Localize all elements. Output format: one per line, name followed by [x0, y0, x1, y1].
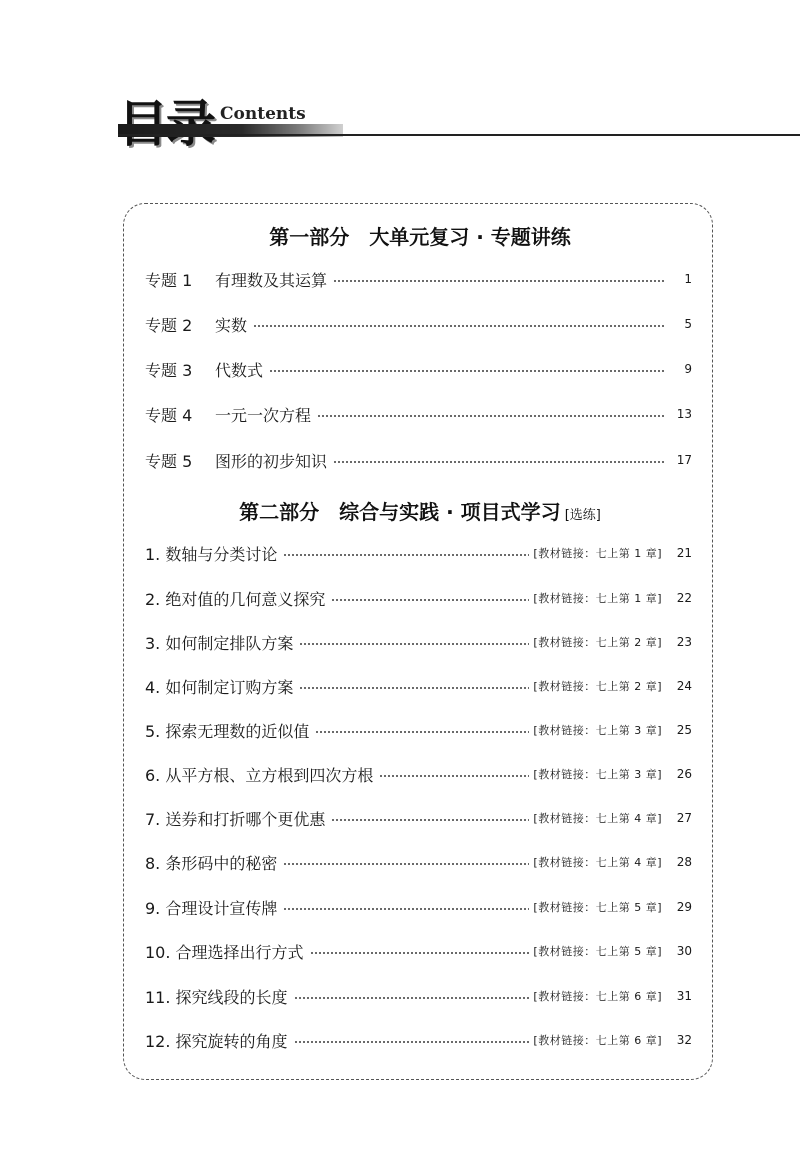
dot-leader	[310, 952, 530, 954]
textbook-link: [教材链接：七上第 2 章]	[533, 680, 662, 693]
dot-leader	[299, 687, 529, 689]
project-title: 5. 探索无理数的近似值	[145, 721, 310, 741]
toc-entry[interactable]	[145, 356, 692, 382]
project-title: 4. 如何制定订购方案	[145, 677, 294, 697]
topic-number: 专题 5	[145, 451, 193, 471]
toc-entry[interactable]	[145, 761, 692, 787]
project-title: 1. 数轴与分类讨论	[145, 544, 278, 564]
dot-leader	[283, 554, 529, 556]
dot-leader	[294, 997, 530, 999]
textbook-link: [教材链接：七上第 5 章]	[533, 901, 662, 914]
textbook-link: [教材链接：七上第 6 章]	[533, 1034, 662, 1047]
project-title: 2. 绝对值的几何意义探究	[145, 589, 326, 609]
textbook-link: [教材链接：七上第 4 章]	[533, 856, 662, 869]
page-number: 1	[684, 272, 692, 286]
dot-leader	[317, 415, 666, 417]
toc-entry[interactable]	[145, 938, 692, 964]
topic-title: 有理数及其运算	[215, 270, 328, 290]
dot-leader	[283, 908, 529, 910]
dot-leader	[333, 280, 666, 282]
toc-entry[interactable]	[145, 805, 692, 831]
dot-leader	[331, 819, 529, 821]
project-title: 11. 探究线段的长度	[145, 987, 288, 1007]
topic-number: 专题 1	[145, 270, 193, 290]
textbook-link: [教材链接：七上第 2 章]	[533, 636, 662, 649]
textbook-link: [教材链接：七上第 1 章]	[533, 592, 662, 605]
textbook-link: [教材链接：七上第 3 章]	[533, 768, 662, 781]
toc-entry[interactable]	[145, 311, 692, 337]
toc-entry[interactable]	[145, 1027, 692, 1053]
page-number: 27	[676, 811, 692, 825]
dot-leader	[283, 863, 529, 865]
topic-number: 专题 2	[145, 315, 193, 335]
part2-title	[0, 496, 800, 525]
page-number: 24	[676, 679, 692, 693]
project-title: 8. 条形码中的秘密	[145, 853, 278, 873]
textbook-link: [教材链接：七上第 6 章]	[533, 990, 662, 1003]
part1-title: 第一部分 大单元复习 · 专题讲练	[269, 225, 571, 249]
page-number: 21	[676, 546, 692, 560]
toc-entry[interactable]	[145, 717, 692, 743]
dot-leader	[299, 643, 529, 645]
toc-entry[interactable]	[145, 585, 692, 611]
topic-title: 实数	[215, 315, 248, 335]
page-header	[0, 0, 800, 150]
header-rule-line	[118, 134, 800, 136]
contents-title-chinese	[118, 84, 214, 156]
project-title: 12. 探究旋转的角度	[145, 1031, 288, 1051]
contents-title-english: Contents	[220, 104, 306, 124]
textbook-link: [教材链接：七上第 1 章]	[533, 547, 662, 560]
page-number: 5	[684, 317, 692, 331]
toc-entry[interactable]	[145, 894, 692, 920]
page-number: 23	[676, 635, 692, 649]
page-number: 30	[676, 944, 692, 958]
page-number: 32	[676, 1033, 692, 1047]
toc-entry[interactable]	[145, 849, 692, 875]
topic-number: 专题 4	[145, 405, 193, 425]
topic-title: 一元一次方程	[215, 405, 312, 425]
page-number: 31	[676, 989, 692, 1003]
project-title: 3. 如何制定排队方案	[145, 633, 294, 653]
toc-entry[interactable]	[145, 447, 692, 473]
page-number: 29	[676, 900, 692, 914]
toc-entry[interactable]	[145, 673, 692, 699]
toc-entry[interactable]	[145, 629, 692, 655]
dot-leader	[294, 1041, 530, 1043]
topic-title: 代数式	[215, 360, 264, 380]
topic-number: 专题 3	[145, 360, 193, 380]
dot-leader	[269, 370, 666, 372]
textbook-link: [教材链接：七上第 3 章]	[533, 724, 662, 737]
dot-leader	[333, 461, 666, 463]
toc-entry[interactable]	[145, 401, 692, 427]
project-title: 7. 送券和打折哪个更优惠	[145, 809, 326, 829]
toc-entry[interactable]	[145, 540, 692, 566]
toc-entry[interactable]	[145, 266, 692, 292]
optional-tag: [选练]	[564, 508, 601, 523]
textbook-link: [教材链接：七上第 5 章]	[533, 945, 662, 958]
topic-title: 图形的初步知识	[215, 451, 328, 471]
page-number: 25	[676, 723, 692, 737]
toc-entry[interactable]	[145, 983, 692, 1009]
page-number: 17	[676, 453, 692, 467]
page-number: 9	[684, 362, 692, 376]
page-number: 22	[676, 591, 692, 605]
page-number: 28	[676, 855, 692, 869]
page-number: 26	[676, 767, 692, 781]
dot-leader	[331, 599, 529, 601]
page-number: 13	[676, 407, 692, 421]
textbook-link: [教材链接：七上第 4 章]	[533, 812, 662, 825]
project-title: 10. 合理选择出行方式	[145, 942, 304, 962]
dot-leader	[315, 731, 529, 733]
part2-title-text: 第二部分 综合与实践 · 项目式学习	[239, 500, 561, 524]
dot-leader	[253, 325, 666, 327]
project-title: 9. 合理设计宣传牌	[145, 898, 278, 918]
project-title: 6. 从平方根、立方根到四次方根	[145, 765, 374, 785]
dot-leader	[379, 775, 529, 777]
